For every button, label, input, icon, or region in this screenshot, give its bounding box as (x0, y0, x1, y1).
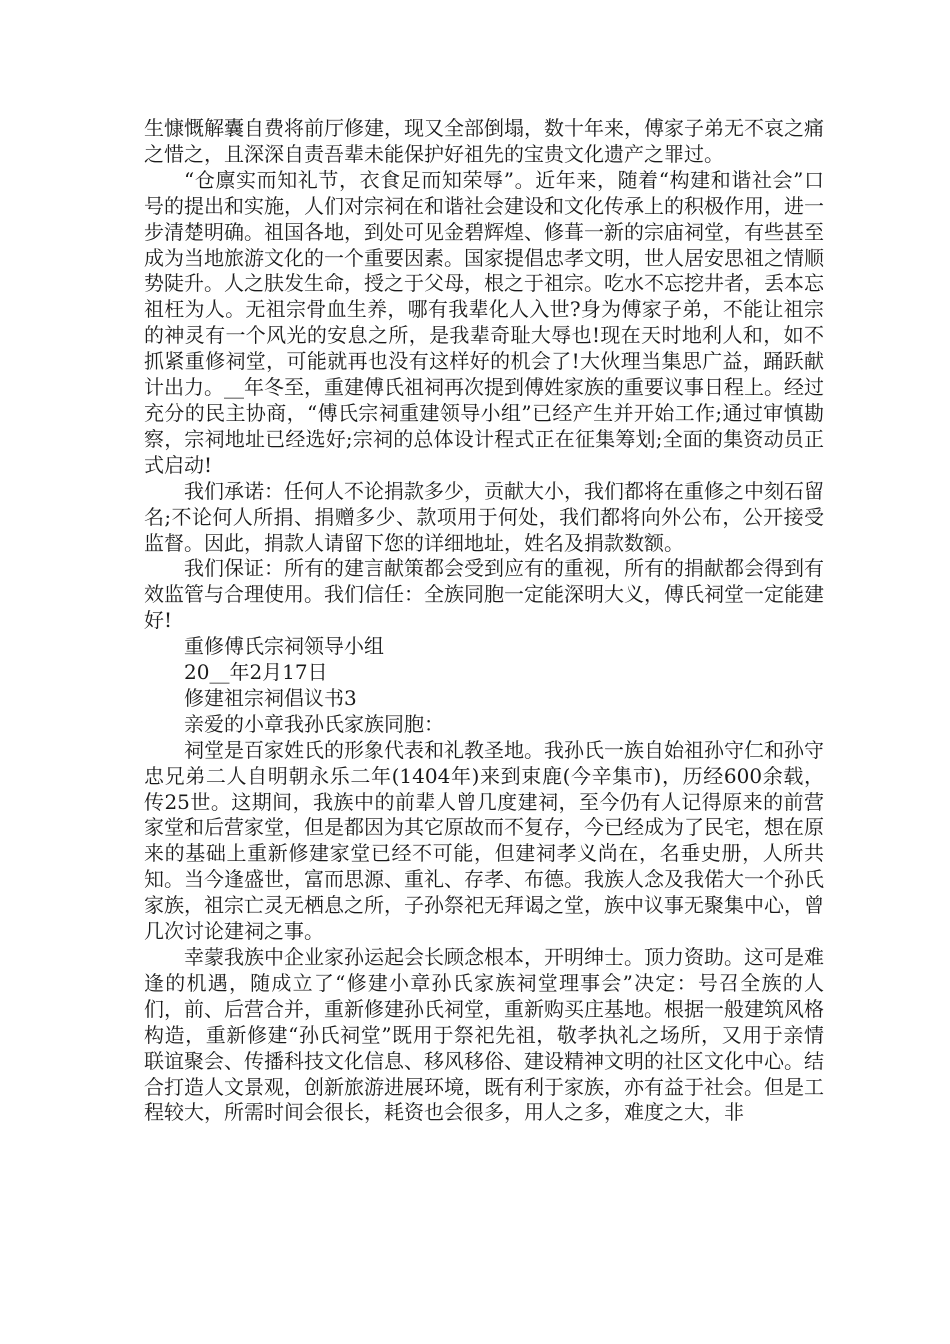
signature-group: 重修傅氏宗祠领导小组 (184, 634, 384, 659)
document-body (144, 116, 824, 1126)
paragraph-promise: 我们承诺：任何人不论捐款多少，贡献大小，我们都将在重修之中刻石留名;不论何人所捐、捐赠多少、款项用于何处，我们都将向外公布，公开接受监督。因此，捐款人请留下您的详细地址，姓名及捐款数额。 (144, 478, 824, 555)
signature-date: 20__年2月17日 (184, 660, 328, 685)
section-title: 修建祖宗祠倡议书3 (184, 685, 357, 710)
paragraph-continuation: 生慷慨解囊自费将前厅修建，现又全部倒塌，数十年来，傅家子弟无不哀之痛之惜之，且深深自责吾辈未能保护好祖先的宝贵文化遗产之罪过。 (144, 116, 824, 166)
paragraph-harmony: “仓廪实而知礼节，衣食足而知荣辱”。近年来，随着“构建和谐社会”口号的提出和实施，人们对宗祠在和谐社会建设和文化传承上的积极作用，进一步清楚明确。祖国各地，到处可见金碧辉煌、修葺一新的宗庙祠堂，有些甚至成为当地旅游文化的一个重要因素。国家提倡忠孝文明，世人居安思祖之情顺势陡升。人之肤发生命，授之于父母，根之于祖宗。吃水不忘挖井者，丢本忘祖枉为人。无祖宗骨血生养，哪有我辈化人入世?身为傅家子弟，不能让祖宗的神灵有一个风光的安息之所，是我辈奇耻大辱也!现在天时地利人和，如不抓紧重修祠堂，可能就再也没有这样好的机会了!大伙理当集思广益，踊跃献计出力。__年冬至，重建傅氏祖祠再次提到傅姓家族的重要议事日程上。经过充分的民主协商，“傅氏宗祠重建领导小组”已经产生并开始工作;通过审慎勘察，宗祠地址已经选好;宗祠的总体设计程式正在征集筹划;全面的集资动员正式启动! (144, 167, 824, 477)
salutation: 亲爱的小章我孙氏家族同胞： (184, 711, 444, 736)
paragraph-ancestral-hall: 祠堂是百家姓氏的形象代表和礼教圣地。我孙氏一族自始祖孙守仁和孙守忠兄弟二人自明朝永乐二年(1404年)来到束鹿(今辛集市)，历经600余载，传25世。这期间，我族中的前辈人曾几度建祠，至今仍有人记得原来的前营家堂和后营家堂，但是都因为其它原故而不复存，今已经成为了民宅，想在原来的基础上重新修建家堂已经不可能，但建祠孝义尚在，名垂史册，人所共知。当今逢盛世，富而思源、重礼、存孝、布德。我族人念及我偌大一个孙氏家族，祖宗亡灵无栖息之所，子孙祭祀无拜谒之堂，族中议事无聚集中心，曾几次讨论建祠之事。 (144, 737, 824, 944)
paragraph-sponsorship: 幸蒙我族中企业家孙运起会长顾念根本，开明绅士。顶力资助。这可是难逢的机遇，随成立了“修建小章孙氏家族祠堂理事会”决定：号召全族的人们，前、后营合并，重新修建孙氏祠堂，重新购买庄基地。根据一般建筑风格构造，重新修建“孙氏祠堂”既用于祭祀先祖，敬孝执礼之场所，又用于亲情联谊聚会、传播科技文化信息、移风移俗、建设精神文明的社区文化中心。结合打造人文景观，创新旅游进展环境，既有利于家族，亦有益于社会。但是工程较大，所需时间会很长，耗资也会很多，用人之多，难度之大，非 (144, 945, 824, 1125)
paragraph-guarantee: 我们保证：所有的建言献策都会受到应有的重视，所有的捐献都会得到有效监管与合理使用。我们信任：全族同胞一定能深明大义，傅氏祠堂一定能建好! (144, 556, 824, 633)
